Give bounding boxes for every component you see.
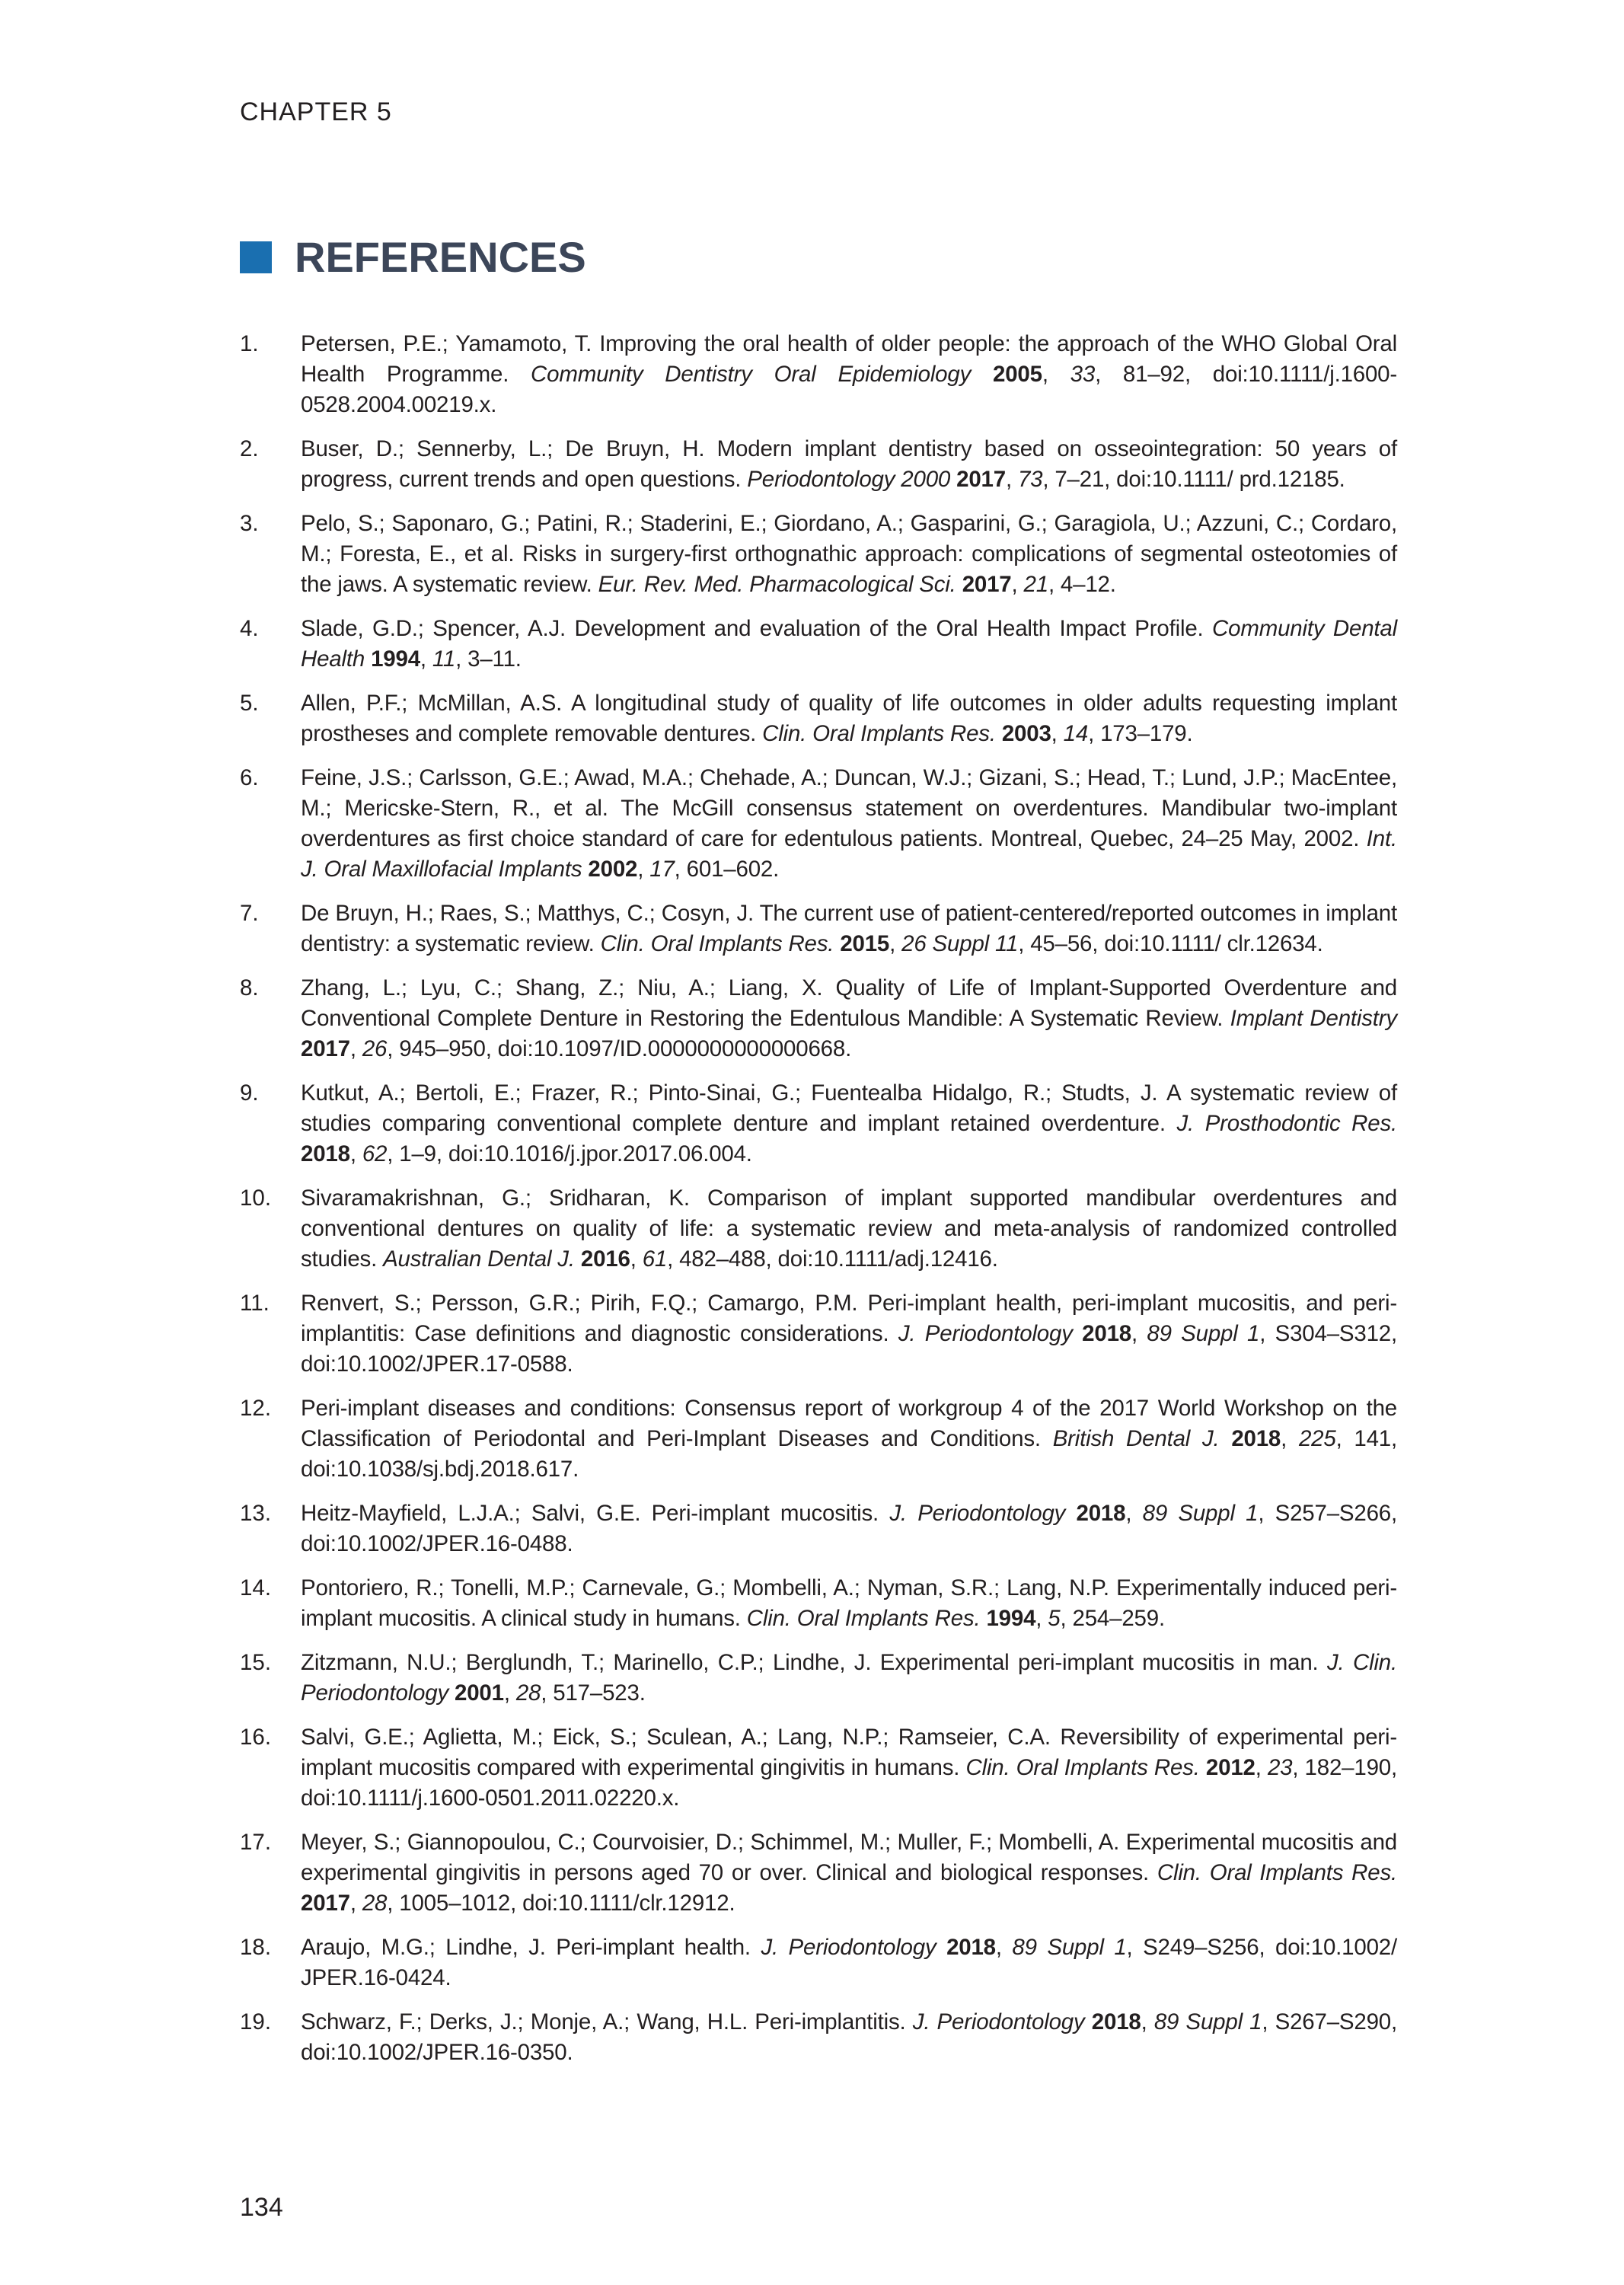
reference-number: 3. xyxy=(240,511,259,536)
reference-journal-or-volume: British Dental J. xyxy=(1052,1426,1220,1451)
reference-segment: , xyxy=(1141,2009,1154,2034)
reference-text xyxy=(301,434,1397,495)
reference-segment: Heitz-Mayfield, L.J.A.; Salvi, G.E. Peri-implant mucositis. xyxy=(301,1501,890,1526)
reference-journal-or-volume: J. Periodontology xyxy=(898,1321,1073,1346)
reference-segment xyxy=(950,467,956,492)
reference-journal-or-volume: 225 xyxy=(1298,1426,1336,1451)
reference-journal-or-volume: 11 xyxy=(432,646,456,672)
reference-item xyxy=(240,1078,1397,1170)
reference-journal-or-volume: Clin. Oral Implants Res. xyxy=(965,1755,1200,1780)
reference-year: 2017 xyxy=(301,1891,350,1916)
reference-item xyxy=(240,898,1397,959)
reference-item xyxy=(240,1183,1397,1275)
reference-year: 2016 xyxy=(580,1246,630,1272)
reference-segment xyxy=(1220,1426,1232,1451)
reference-item xyxy=(240,1932,1397,1993)
reference-segment: , xyxy=(349,1891,362,1916)
reference-journal-or-volume: Eur. Rev. Med. Pharmacological Sci. xyxy=(598,572,956,597)
reference-item xyxy=(240,1288,1397,1380)
reference-number: 7. xyxy=(240,901,259,926)
reference-segment: , 254–259. xyxy=(1060,1606,1165,1631)
reference-number: 14. xyxy=(240,1575,272,1600)
reference-text xyxy=(301,1078,1397,1170)
reference-text xyxy=(301,973,1397,1064)
reference-segment: , 1005–1012, doi:10.1111/clr.12912. xyxy=(387,1891,735,1916)
reference-year: 2015 xyxy=(840,931,890,956)
reference-segment: , xyxy=(1051,721,1064,746)
reference-segment: Schwarz, F.; Derks, J.; Monje, A.; Wang, H.L. Peri-implantitis. xyxy=(301,2009,913,2034)
reference-segment: , 517–523. xyxy=(541,1680,646,1706)
reference-segment: , xyxy=(889,931,902,956)
reference-segment: , xyxy=(349,1036,362,1061)
reference-segment: Allen, P.F.; McMillan, A.S. A longitudinal study of quality of life outcomes in older adults requesting implant prostheses and complete removable dentures. xyxy=(301,691,1397,746)
reference-segment xyxy=(936,1935,947,1960)
reference-journal-or-volume: Clin. Oral Implants Res. xyxy=(1157,1860,1397,1885)
reference-item xyxy=(240,329,1397,420)
reference-journal-or-volume: J. Clin. Periodontology xyxy=(301,1650,1397,1706)
reference-text xyxy=(301,1573,1397,1634)
reference-segment: , S249–S256, doi:10.1002/ JPER.16-0424. xyxy=(301,1935,1397,1990)
reference-journal-or-volume: 89 Suppl 1 xyxy=(1012,1935,1127,1960)
reference-year: 2017 xyxy=(962,572,1012,597)
reference-journal-or-volume: 14 xyxy=(1063,721,1089,746)
reference-year: 2005 xyxy=(993,362,1042,387)
reference-segment xyxy=(575,1246,581,1272)
reference-segment: , xyxy=(1042,362,1070,387)
reference-number: 18. xyxy=(240,1935,272,1960)
reference-item xyxy=(240,763,1397,885)
reference-journal-or-volume: Implant Dentistry xyxy=(1230,1006,1397,1031)
reference-text xyxy=(301,1183,1397,1275)
reference-segment: Meyer, S.; Giannopoulou, C.; Courvoisier, D.; Schimmel, M.; Muller, F.; Mombelli, A. Experimental mucositis and experimental gingivitis in persons aged 70 or over. Clinical and biological responses. xyxy=(301,1830,1397,1885)
reference-segment: , 81–92, doi:10.1111/j.1600-0528.2004.00219.x. xyxy=(301,362,1398,417)
reference-item xyxy=(240,1722,1397,1814)
reference-text xyxy=(301,614,1397,675)
reference-segment: Zhang, L.; Lyu, C.; Shang, Z.; Niu, A.; Liang, X. Quality of Life of Implant-Supported Overdenture and Conventional Complete Denture in Restoring the Edentulous Mandible: A Systematic Review. xyxy=(301,975,1397,1031)
reference-segment xyxy=(956,572,962,597)
reference-segment: , 601–602. xyxy=(674,857,780,882)
reference-item xyxy=(240,1393,1397,1485)
reference-segment: Pelo, S.; Saponaro, G.; Patini, R.; Staderini, E.; Giordano, A.; Gasparini, G.; Garagiola, U.; Azzuni, C.; Cordaro, M.; Foresta, E., et al. Risks in surgery-first orthognathic approach: complications of segmental osteotomies of the jaws. A systematic review. xyxy=(301,511,1397,597)
reference-segment: , 482–488, doi:10.1111/adj.12416. xyxy=(667,1246,998,1272)
reference-journal-or-volume: Clin. Oral Implants Res. xyxy=(762,721,996,746)
reference-segment xyxy=(448,1680,455,1706)
reference-item xyxy=(240,1498,1397,1559)
reference-journal-or-volume: 62 xyxy=(362,1141,388,1166)
reference-segment: , xyxy=(1131,1321,1147,1346)
reference-text xyxy=(301,1722,1397,1814)
reference-journal-or-volume: 89 Suppl 1 xyxy=(1153,2009,1262,2034)
reference-number: 2. xyxy=(240,436,259,461)
reference-item xyxy=(240,2007,1397,2068)
reference-year: 2018 xyxy=(1231,1426,1281,1451)
reference-year: 2018 xyxy=(301,1141,350,1166)
reference-segment: , S304–S312, doi:10.1002/JPER.17-0588. xyxy=(301,1321,1397,1377)
reference-journal-or-volume: J. Prosthodontic Res. xyxy=(1176,1111,1398,1136)
reference-journal-or-volume: Clin. Oral Implants Res. xyxy=(600,931,834,956)
reference-number: 4. xyxy=(240,616,259,641)
reference-number: 16. xyxy=(240,1725,272,1750)
reference-journal-or-volume: Clin. Oral Implants Res. xyxy=(746,1606,981,1631)
reference-segment: , 945–950, doi:10.1097/ID.0000000000000668. xyxy=(387,1036,852,1061)
reference-segment: , xyxy=(1035,1606,1048,1631)
reference-segment: , xyxy=(1255,1755,1268,1780)
reference-segment: Zitzmann, N.U.; Berglundh, T.; Marinello, C.P.; Lindhe, J. Experimental peri-implant mucositis in man. xyxy=(301,1650,1327,1675)
reference-number: 5. xyxy=(240,691,259,716)
reference-journal-or-volume: Australian Dental J. xyxy=(383,1246,575,1272)
reference-segment: , 1–9, doi:10.1016/j.jpor.2017.06.004. xyxy=(387,1141,752,1166)
reference-segment xyxy=(1073,1321,1082,1346)
reference-number: 9. xyxy=(240,1080,259,1106)
reference-text xyxy=(301,509,1397,600)
reference-number: 8. xyxy=(240,975,259,1000)
reference-journal-or-volume: 61 xyxy=(642,1246,668,1272)
reference-segment: , 3–11. xyxy=(455,646,522,672)
reference-segment: Araujo, M.G.; Lindhe, J. Peri-implant health. xyxy=(301,1935,761,1960)
reference-segment: , S267–S290, doi:10.1002/JPER.16-0350. xyxy=(301,2009,1397,2065)
reference-text xyxy=(301,1393,1397,1485)
reference-item xyxy=(240,1648,1397,1709)
reference-segment: Peri-implant diseases and conditions: Consensus report of workgroup 4 of the 2017 World Workshop on the Classification of Periodontal and Peri-Implant Diseases and Conditions. xyxy=(301,1396,1397,1451)
reference-text xyxy=(301,763,1397,885)
reference-segment: De Bruyn, H.; Raes, S.; Matthys, C.; Cosyn, J. The current use of patient-centered/reported outcomes in implant dentistry: a systematic review. xyxy=(301,901,1397,956)
reference-segment: , xyxy=(349,1141,362,1166)
reference-segment: Kutkut, A.; Bertoli, E.; Frazer, R.; Pinto-Sinai, G.; Fuentealba Hidalgo, R.; Studts, J. A systematic review of studies comparing conventional complete denture and implant retained overdenture. xyxy=(301,1080,1397,1136)
reference-segment xyxy=(365,646,371,672)
reference-segment xyxy=(1085,2009,1092,2034)
reference-segment xyxy=(1200,1755,1206,1780)
reference-segment: , xyxy=(420,646,432,672)
reference-segment: Petersen, P.E.; Yamamoto, T. Improving the oral health of older people: the approach of the WHO Global Oral Health Programme. xyxy=(301,331,1397,387)
reference-year: 2018 xyxy=(1082,1321,1131,1346)
reference-item xyxy=(240,973,1397,1064)
heading-square-icon xyxy=(240,241,272,273)
page-number: 134 xyxy=(240,2193,283,2222)
reference-segment: , xyxy=(1005,467,1018,492)
reference-segment xyxy=(971,362,993,387)
reference-year: 2018 xyxy=(1091,2009,1141,2034)
reference-list xyxy=(240,329,1397,2082)
reference-year: 2003 xyxy=(1001,721,1051,746)
reference-year: 2012 xyxy=(1205,1755,1255,1780)
reference-journal-or-volume: J. Periodontology xyxy=(761,1935,936,1960)
reference-segment: , 45–56, doi:10.1111/ clr.12634. xyxy=(1018,931,1323,956)
reference-segment: , 182–190, doi:10.1111/j.1600-0501.2011.02220.x. xyxy=(301,1755,1397,1811)
reference-journal-or-volume: J. Periodontology xyxy=(889,1501,1066,1526)
reference-segment xyxy=(996,721,1002,746)
reference-segment: , S257–S266, doi:10.1002/JPER.16-0488. xyxy=(301,1501,1397,1556)
reference-journal-or-volume: 28 xyxy=(362,1891,388,1916)
reference-segment: , 7–21, doi:10.1111/ prd.12185. xyxy=(1042,467,1345,492)
reference-item xyxy=(240,688,1397,749)
reference-journal-or-volume: 17 xyxy=(649,857,675,882)
reference-segment: , xyxy=(630,1246,643,1272)
reference-text xyxy=(301,1288,1397,1380)
reference-item xyxy=(240,509,1397,600)
reference-segment: Salvi, G.E.; Aglietta, M.; Eick, S.; Sculean, A.; Lang, N.P.; Ramseier, C.A. Reversibility of experimental peri-implant mucositis compared with experimental gingivitis in humans. xyxy=(301,1725,1397,1780)
reference-year: 2017 xyxy=(301,1036,350,1061)
reference-number: 12. xyxy=(240,1396,272,1421)
reference-year: 1994 xyxy=(986,1606,1036,1631)
reference-number: 17. xyxy=(240,1830,272,1855)
reference-journal-or-volume: 73 xyxy=(1017,467,1043,492)
reference-journal-or-volume: Community Dental Health xyxy=(301,616,1397,672)
reference-journal-or-volume: 21 xyxy=(1023,572,1048,597)
reference-journal-or-volume: Periodontology 2000 xyxy=(747,467,951,492)
reference-item xyxy=(240,1827,1397,1919)
reference-text xyxy=(301,2007,1397,2068)
section-heading xyxy=(240,232,586,282)
reference-journal-or-volume: 89 Suppl 1 xyxy=(1142,1501,1259,1526)
reference-segment: , 141, doi:10.1038/sj.bdj.2018.617. xyxy=(301,1426,1397,1482)
reference-text xyxy=(301,1932,1397,1993)
reference-segment: , xyxy=(503,1680,516,1706)
reference-segment: , xyxy=(637,857,650,882)
reference-segment: Pontoriero, R.; Tonelli, M.P.; Carnevale, G.; Mombelli, A.; Nyman, S.R.; Lang, N.P. Experimentally induced peri-implant mucositis. A clinical study in humans. xyxy=(301,1575,1397,1631)
reference-segment: , xyxy=(1281,1426,1299,1451)
reference-number: 15. xyxy=(240,1650,272,1675)
reference-item xyxy=(240,434,1397,495)
reference-segment: Renvert, S.; Persson, G.R.; Pirih, F.Q.; Camargo, P.M. Peri-implant health, peri-implant mucositis, and peri-implantitis: Case definitions and diagnostic considerations. xyxy=(301,1291,1397,1346)
reference-item xyxy=(240,614,1397,675)
reference-segment: , xyxy=(995,1935,1013,1960)
reference-number: 6. xyxy=(240,765,259,790)
reference-segment xyxy=(1065,1501,1076,1526)
reference-number: 1. xyxy=(240,331,259,356)
reference-year: 2002 xyxy=(588,857,638,882)
reference-journal-or-volume: 33 xyxy=(1070,362,1096,387)
reference-journal-or-volume: 26 Suppl 11 xyxy=(901,931,1019,956)
reference-journal-or-volume: Community Dentistry Oral Epidemiology xyxy=(531,362,972,387)
reference-text xyxy=(301,1498,1397,1559)
reference-year: 2017 xyxy=(956,467,1006,492)
reference-number: 10. xyxy=(240,1186,272,1211)
reference-number: 13. xyxy=(240,1501,272,1526)
reference-journal-or-volume: 5 xyxy=(1048,1606,1061,1631)
reference-number: 11. xyxy=(240,1291,270,1316)
reference-journal-or-volume: J. Periodontology xyxy=(912,2009,1085,2034)
reference-segment: Slade, G.D.; Spencer, A.J. Development and evaluation of the Oral Health Impact Profile. xyxy=(301,616,1213,641)
reference-segment: , xyxy=(1011,572,1024,597)
reference-journal-or-volume: 28 xyxy=(515,1680,541,1706)
reference-segment: , 173–179. xyxy=(1088,721,1193,746)
reference-year: 2018 xyxy=(1076,1501,1126,1526)
reference-segment: Feine, J.S.; Carlsson, G.E.; Awad, M.A.; Chehade, A.; Duncan, W.J.; Gizani, S.; Head, T.; Lund, J.P.; MacEntee, M.; Mericske-Stern, R., et al. The McGill consensus statement on overdentures. Mandibular two-implant overdentures as first choice standard of care for edentulous patients. Montreal, Quebec, 24–25 May, 2002. xyxy=(301,765,1397,851)
reference-text xyxy=(301,688,1397,749)
reference-journal-or-volume: 26 xyxy=(362,1036,388,1061)
reference-journal-or-volume: Int. J. Oral Maxillofacial Implants xyxy=(301,826,1397,882)
chapter-label: CHAPTER 5 xyxy=(240,97,392,126)
reference-journal-or-volume: 89 Suppl 1 xyxy=(1147,1321,1260,1346)
reference-segment: Buser, D.; Sennerby, L.; De Bruyn, H. Modern implant dentistry based on osseointegration: 50 years of progress, current trends and open questions. xyxy=(301,436,1397,492)
reference-segment: Sivaramakrishnan, G.; Sridharan, K. Comparison of implant supported mandibular overdentures and conventional dentures on quality of life: a systematic review and meta-analysis of randomized controlled studies. xyxy=(301,1186,1397,1272)
reference-text xyxy=(301,1827,1397,1919)
reference-segment: , xyxy=(1125,1501,1143,1526)
reference-year: 2018 xyxy=(946,1935,996,1960)
reference-year: 2001 xyxy=(455,1680,504,1706)
reference-number: 19. xyxy=(240,2009,272,2034)
reference-text xyxy=(301,329,1397,420)
reference-journal-or-volume: 23 xyxy=(1267,1755,1293,1780)
reference-text xyxy=(301,898,1397,959)
reference-year: 1994 xyxy=(371,646,420,672)
section-title: REFERENCES xyxy=(295,233,586,281)
reference-segment: , 4–12. xyxy=(1048,572,1116,597)
reference-item xyxy=(240,1573,1397,1634)
reference-text xyxy=(301,1648,1397,1709)
